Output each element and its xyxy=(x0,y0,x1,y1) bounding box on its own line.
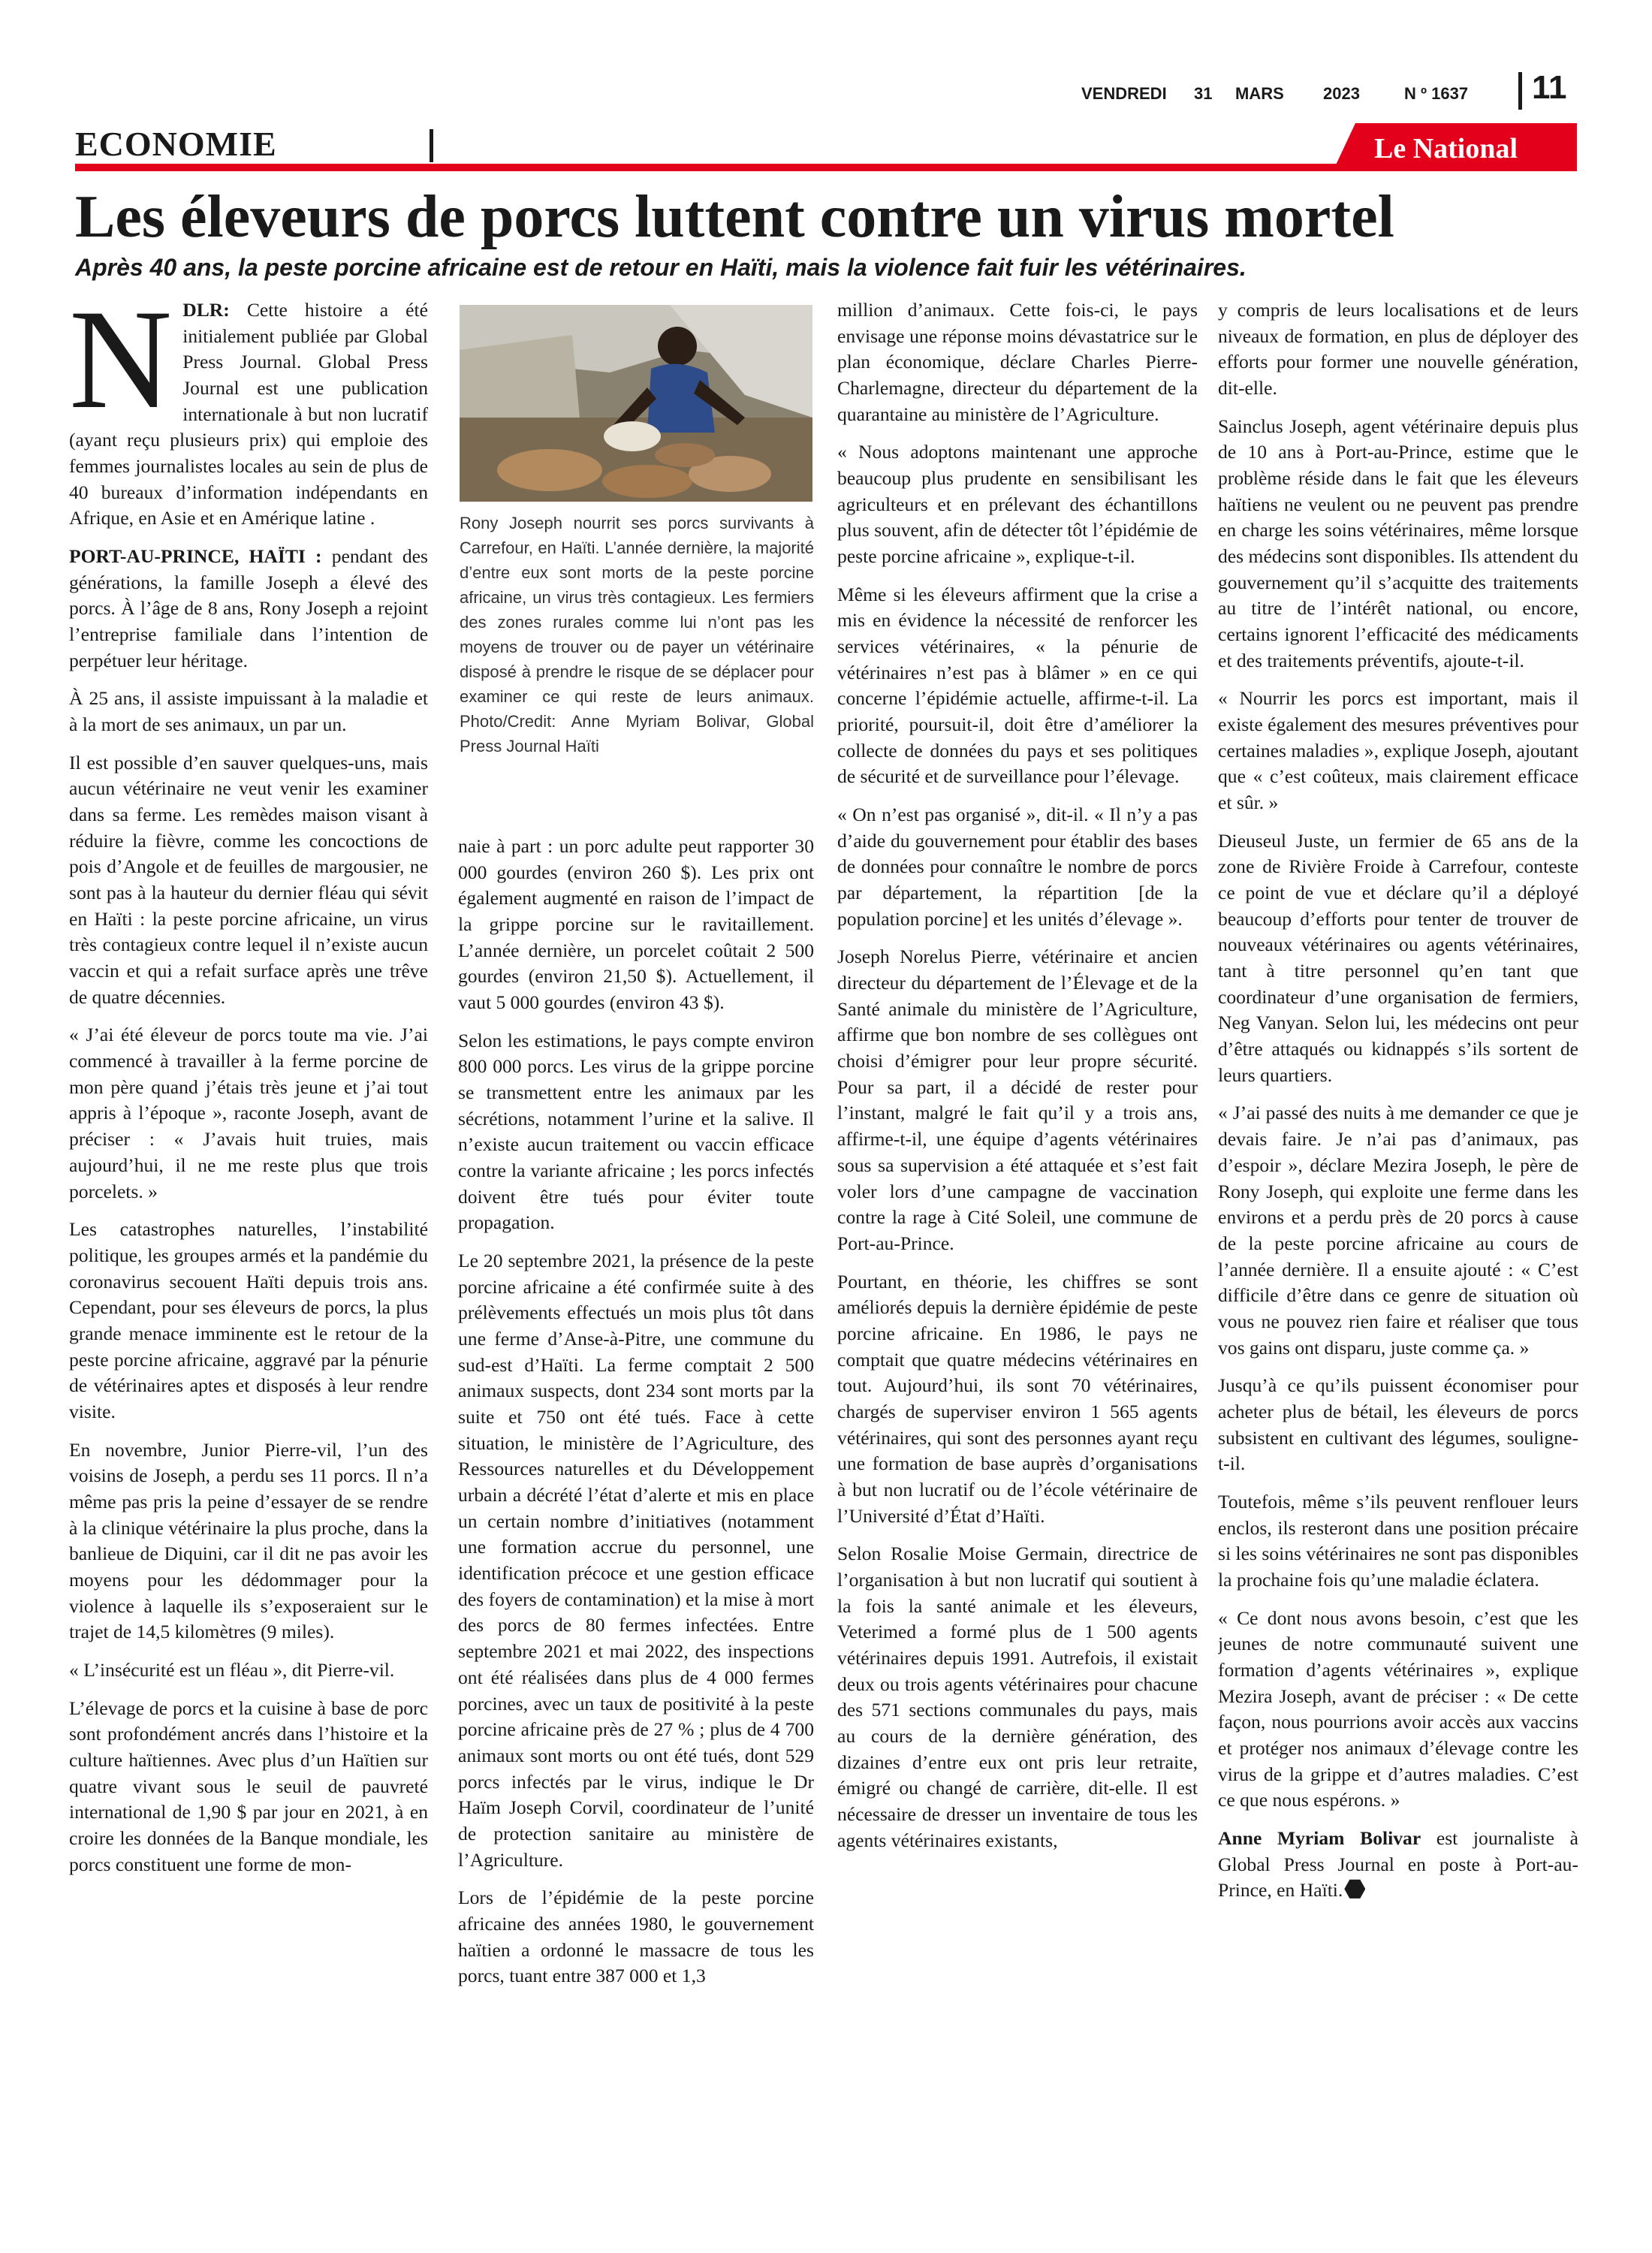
section-title: ECONOMIE xyxy=(75,125,277,163)
body-paragraph: Toutefois, même s’ils peuvent renflouer leurs enclos, ils resteront dans une position précaire si les soins vétérinaires ne sont pas disponibles la prochaine fois qu’une maladie éclatera. xyxy=(1218,1490,1578,1591)
body-paragraph: « J’ai été éleveur de porcs toute ma vie. J’ai commencé à travailler à la ferme porcine de mon père quand j’étais très jeune et j’ai tout appris à l’époque », raconte Joseph, avant de préciser : « J’avais huit truies, mais aujourd’hui, il ne me reste plus que trois porcelets. » xyxy=(69,1024,428,1202)
author-byline xyxy=(1218,1826,1578,1904)
body-paragraph: Joseph Norelus Pierre, vétérinaire et ancien directeur du département de l’Élevage et de la Santé animale du ministère de l’Agriculture, affirme que bon nombre de ses collègues ont choisi d’émigrer pour leur propre sécurité. Pour sa part, il a décidé de rester pour l’instant, malgré le fait qu’il y a trois ans, affirme-t-il, une équipe d’agents vétérinaires sous sa supervision a été attaquée et s’est fait voler lors d’une campagne de vaccination contre la rage à Cité Soleil, une commune de Port-au-Prince. xyxy=(837,946,1198,1254)
body-paragraph: naie à part : un porc adulte peut rapporter 30 000 gourdes (environ 260 $). Les prix ont également augmenté en raison de l’impact de la grippe porcine sur le ravitaillement. L’année dernière, un porcelet coûtait 2 500 gourdes (environ 21,50 $). Actuellement, il vaut 5 000 gourdes (environ 43 $). xyxy=(458,835,814,1014)
headline: Les éleveurs de porcs luttent contre un virus mortel xyxy=(75,184,1394,250)
subheadline: Après 40 ans, la peste porcine africaine est de retour en Haïti, mais la violence fait fuir les vétérinaires. xyxy=(75,254,1247,281)
author-name: Anne Myriam Bolivar xyxy=(1218,1826,1421,1849)
column-2 xyxy=(458,834,814,2190)
body-paragraph: Sainclus Joseph, agent vétérinaire depuis plus de 10 ans à Port-au-Prince, estime que le problème réside dans le fait que les éleveurs haïtiens ne veulent ou ne peuvent pas prendre en charge les soins vétérinaires, même lorsque des médecins sont disponibles. Ils attendent du gouvernement qu’il s’acquitte des traitements au titre de l’intérêt national, ou encore, certains ignorent l’efficacité des médicaments et des traitements préventifs, ajoute-t-il. xyxy=(1218,415,1578,671)
body-paragraph: « Nous adoptons maintenant une approche beaucoup plus prudente en sensibilisant les agriculteurs et en prélevant des échantillons plus souvent, afin de détecter tôt l’épidémie de peste porcine africaine », explique-t-il. xyxy=(837,441,1198,568)
article-photo xyxy=(460,305,812,502)
body-paragraph: million d’animaux. Cette fois-ci, le pays envisage une réponse moins dévastatrice sur le plan économique, déclare Charles Pierre-Charlemagne, directeur du département de la quarantaine au ministère de l’Agriculture. xyxy=(837,299,1198,425)
body-paragraph: « On n’est pas organisé », dit-il. « Il n’y a pas d’aide du gouvernement pour établir des bases de données pour connaître le nombre de porcs par département, la répartition [de la population porcine] et les unités d’élevage ». xyxy=(837,804,1198,930)
column-4 xyxy=(1218,297,1578,2190)
photo-caption: Rony Joseph nourrit ses porcs survivants à Carrefour, en Haïti. L’année dernière, la majorité d’entre eux sont morts de la peste porcine africaine, un virus très contagieux. Les fermiers des zones rurales comme lui n’ont pas les moyens de trouver ou de payer un vétérinaire disposé à prendre le risque de se déplacer pour examiner ce qui reste de leurs animaux. Photo/Credit: Anne Myriam Bolivar, Global Press Journal Haïti xyxy=(460,514,814,756)
body-paragraph: Selon Rosalie Moise Germain, directrice de l’organisation à but non lucratif qui soutient à la fois la santé animale et les éleveurs, Veterimed a formé plus de 1 500 agents vétérinaires depuis 1991. Autrefois, il existait deux ou trois agents vétérinaires pour chacune des 571 sections communales du pays, mais au cours de la dernière génération, des dizaines d’entre eux ont pris leur retraite, émigré ou changé de carrière, dit-elle. Il est nécessaire de dresser un inventaire de tous les agents vétérinaires existants, xyxy=(837,1543,1198,1851)
date-line xyxy=(1081,74,1502,104)
body-paragraph: Pourtant, en théorie, les chiffres se sont améliorés depuis la dernière épidémie de peste porcine africaine. En 1986, le pays ne comptait que quatre médecins vétérinaires en tout. Aujourd’hui, ils sont 70 vétérinaires, chargés de superviser environ 1 565 agents vétérinaires, qui sont des personnes ayant reçu une formation de base auprès d’organisations à but non lucratif ou de l’école vétérinaire de l’Université d’État d’Haïti. xyxy=(837,1270,1198,1527)
drop-cap: N xyxy=(69,297,173,439)
body-paragraph: Selon les estimations, le pays compte environ 800 000 porcs. Les virus de la grippe porcine se transmettent entre les animaux par les sécrétions, notamment l’urine et la salive. Il n’existe aucun traitement ou vaccin efficace contre la variante africaine ; les porcs infectés doivent être tués pour éviter toute propagation. xyxy=(458,1029,814,1234)
issue-number: N º 1637 xyxy=(1404,84,1469,103)
date-month: MARS xyxy=(1235,84,1284,103)
dateline: PORT-AU-PRINCE, HAÏTI : xyxy=(69,545,322,568)
body-paragraph: Lors de l’épidémie de la peste porcine africaine des années 1980, le gouvernement haïtien a ordonné le massacre de tous les porcs, tuant entre 387 000 et 1,3 xyxy=(458,1887,814,1987)
body-paragraph: Il est possible d’en sauver quelques-uns, mais aucun vétérinaire ne veut venir les examiner dans sa ferme. Les remèdes maison visant à réduire la fièvre, comme les concoctions de pois d’Angole et de feuilles de margousier, ne sont pas à la hauteur du dernier fléau qui sévit en Haïti : la peste porcine africaine, un virus très contagieux contre lequel il n’existe aucun vaccin et qui a refait surface après une trêve de quatre décennies. xyxy=(69,751,428,1008)
body-paragraph: y compris de leurs localisations et de leurs niveaux de formation, en plus de déployer des efforts pour former une nouvelle génération, dit-elle. xyxy=(1218,299,1578,400)
page-number: 11 xyxy=(1532,69,1567,106)
date-year: 2023 xyxy=(1323,84,1360,103)
body-paragraph: « Ce dont nous avons besoin, c’est que les jeunes de notre communauté suivent une formation d’agents vétérinaires », explique Mezira Joseph, avant de préciser : « De cette façon, nous pourrions avoir accès aux vaccins et protéger nos animaux d’élevage contre les virus de la grippe et d’autres maladies. C’est ce que nous espérons. » xyxy=(1218,1606,1578,1811)
date-day: VENDREDI xyxy=(1081,84,1167,103)
column-1 xyxy=(69,297,428,2190)
body-paragraph: L’élevage de porcs et la cuisine à base de porc sont profondément ancrés dans l’histoire et la culture haïtiennes. Avec plus d’un Haïtien sur quatre vivant sous le seuil de pauvreté international de 1,90 $ par jour en 2021, à en croire les données de la Banque mondiale, les porcs constituent une forme de mon- xyxy=(69,1697,428,1875)
body-paragraph: En novembre, Junior Pierre-vil, l’un des voisins de Joseph, a perdu ses 11 porcs. Il n’a même pas pris la peine d’essayer de se rendre à la clinique vétérinaire la plus proche, dans la banlieue de Diquini, car il dit ne pas avoir les moyens pour les dédommager pour la violence à laquelle ils s’exposeraient sur le trajet de 14,5 kilomètres (9 miles). xyxy=(69,1438,428,1643)
farmer-feeding-pigs-photo xyxy=(460,305,812,502)
brand-name: Le National xyxy=(1374,133,1518,164)
end-of-article-icon xyxy=(1344,1878,1365,1899)
body-paragraph: Même si les éleveurs affirment que la crise a mis en évidence la nécessité de renforcer les services vétérinaires, « la pénurie de vétérinaires n’est pas à blâmer » en ce qui concerne l’épidémie actuelle, affirme-t-il. La priorité, poursuit-il, doit être d’améliorer la collecte de données du pays et ses politiques de sécurité et de surveillance pour l’élevage. xyxy=(837,583,1198,788)
date-number: 31 xyxy=(1194,84,1213,103)
column-3 xyxy=(837,297,1198,2190)
section-divider xyxy=(430,129,433,162)
body-paragraph: Jusqu’à ce qu’ils puissent économiser pour acheter plus de bétail, les éleveurs de porcs subsistent en cultivant des légumes, souligne-t-il. xyxy=(1218,1374,1578,1475)
ndlr-label: DLR: xyxy=(182,299,230,321)
ndlr-text: Cette histoire a été initialement publiée par Global Press Journal. Global Press Journal est une publication internationale à but non lucratif (ayant reçu plusieurs prix) qui emploie des femmes journalistes locales au sein de plus de 40 bureaux d’information indépendants en Afrique, en Asie et en Amérique latine . xyxy=(69,299,428,529)
dateline-text: pendant des générations, la famille Joseph a élevé des porcs. À l’âge de 8 ans, Rony Joseph a rejoint l’entreprise familiale dans l’intention de perpétuer leur héritage. xyxy=(69,545,428,671)
dateline-paragraph xyxy=(69,544,428,674)
ndlr-paragraph xyxy=(69,297,428,532)
body-paragraph: « J’ai passé des nuits à me demander ce que je devais faire. Je n’ai pas d’animaux, pas d’espoir », déclare Mezira Joseph, le père de Rony Joseph, qui exploite une ferme dans les environs et a perdu près de 20 porcs à cause de la peste porcine africaine au cours de l’année dernière. Il a ensuite ajouté : « C’est difficile d’être dans ce genre de situation où vous ne pouvez rien faire et réaliser que tous vos gains ont disparu, juste comme ça. » xyxy=(1218,1102,1578,1359)
author-bio: est journaliste à Global Press Journal en poste à Port-au-Prince, en Haïti. xyxy=(1218,1826,1578,1902)
body-paragraph: « Nourrir les porcs est important, mais il existe également des mesures préventives pour certaines maladies », explique Joseph, ajoutant que « c’est coûteux, mais clairement efficace et sûr. » xyxy=(1218,687,1578,814)
body-paragraph: « L’insécurité est un fléau », dit Pierre-vil. xyxy=(69,1658,395,1681)
page-number-divider xyxy=(1518,72,1522,110)
body-paragraph: Dieuseul Juste, un fermier de 65 ans de la zone de Rivière Froide à Carrefour, conteste ce point de vue et déclare qu’il a déployé beaucoup d’efforts pour tenter de trouver de nouveaux vétérinaires ou agents vétérinaires, tant à titre personnel qu’en tant que coordinateur d’une organisation de fermiers, Neg Vanyan. Selon lui, les médecins ont peur d’être attaqués ou kidnappés s’ils sortent de leurs quartiers. xyxy=(1218,829,1578,1086)
body-paragraph: Les catastrophes naturelles, l’instabilité politique, les groupes armés et la pandémie du coronavirus secouent Haïti depuis trois ans. Cependant, pour ses éleveurs de porcs, la plus grande menace imminente est le retour de la peste porcine africaine, aggravé par la pénurie de vétérinaires aptes et disposés à leur rendre visite. xyxy=(69,1218,428,1422)
body-paragraph: À 25 ans, il assiste impuissant à la maladie et à la mort de ses animaux, un par un. xyxy=(69,687,428,736)
body-paragraph: Le 20 septembre 2021, la présence de la peste porcine africaine a été confirmée suite à des prélèvements effectués un mois plus tôt dans une ferme d’Anse-à-Pitre, une commune du sud-est d’Haïti. La ferme comptait 2 500 animaux suspects, dont 234 sont morts par la suite et 750 ont été tués. Face à cette situation, le ministère de l’Agriculture, des Ressources naturelles et du Développement urbain a décrété l’état d’alerte et mis en place un certain nombre d’initiatives (notamment une formation accrue du personnel, une identification précoce et une gestion efficace des foyers de contamination) et la mise à mort des porcs de 80 fermes infectées. Entre septembre 2021 et mai 2022, des inspections ont été réalisées dans plus de 4 000 fermes porcines, avec un taux de positivité à la peste porcine africaine près de 27 % ; plus de 4 700 animaux sont morts ou ont été tués, dont 529 porcs infectés par le virus, indique le Dr Haïm Joseph Corvil, coordinateur de l’unité de protection sanitaire au ministère de l’Agriculture. xyxy=(458,1250,814,1871)
